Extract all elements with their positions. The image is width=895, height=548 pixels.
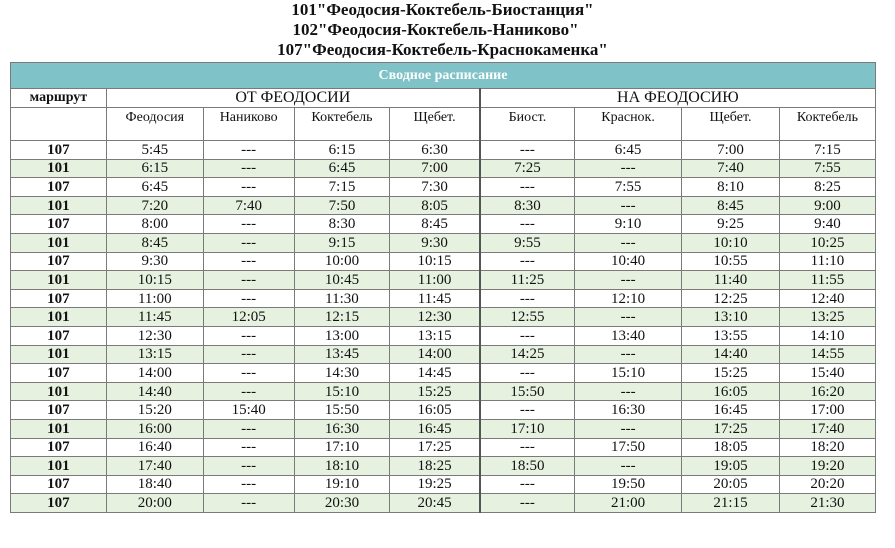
- route-number: 107: [11, 401, 107, 420]
- route-column-header: маршрут: [11, 89, 107, 108]
- route-number: 107: [11, 178, 107, 197]
- departure-time: ---: [575, 159, 682, 178]
- departure-time: 7:30: [390, 178, 480, 197]
- departure-time: ---: [575, 196, 682, 215]
- departure-time: 13:45: [294, 345, 390, 364]
- departure-time: 9:40: [779, 215, 875, 234]
- departure-time: 14:25: [480, 345, 575, 364]
- departure-time: ---: [575, 419, 682, 438]
- departure-time: ---: [575, 345, 682, 364]
- departure-time: 21:15: [682, 494, 780, 513]
- departure-time: 5:45: [106, 141, 203, 160]
- departure-time: ---: [480, 364, 575, 383]
- departure-time: 6:30: [390, 141, 480, 160]
- stop-header: Коктебель: [779, 108, 875, 141]
- departure-time: ---: [203, 215, 294, 234]
- route-number: 107: [11, 289, 107, 308]
- departure-time: 15:40: [203, 401, 294, 420]
- route-number: 107: [11, 438, 107, 457]
- departure-time: 11:00: [106, 289, 203, 308]
- departure-time: 11:10: [779, 252, 875, 271]
- departure-time: 6:45: [575, 141, 682, 160]
- departure-time: 18:40: [106, 475, 203, 494]
- departure-time: 11:25: [480, 271, 575, 290]
- direction-from-feodosia: ОТ ФЕОДОСИИ: [106, 89, 479, 108]
- stop-header: Щебет.: [682, 108, 780, 141]
- departure-time: 9:25: [682, 215, 780, 234]
- departure-time: 15:25: [390, 382, 480, 401]
- departure-time: ---: [480, 401, 575, 420]
- departure-time: 13:00: [294, 326, 390, 345]
- departure-time: ---: [203, 252, 294, 271]
- departure-time: ---: [480, 494, 575, 513]
- departure-time: 12:55: [480, 308, 575, 327]
- route-number: 107: [11, 141, 107, 160]
- departure-time: 11:45: [390, 289, 480, 308]
- departure-time: 21:30: [779, 494, 875, 513]
- table-row: [11, 233, 876, 252]
- table-row: [11, 475, 876, 494]
- departure-time: 17:00: [779, 401, 875, 420]
- departure-time: ---: [203, 326, 294, 345]
- departure-time: 8:00: [106, 215, 203, 234]
- departure-time: 7:00: [682, 141, 780, 160]
- departure-time: ---: [203, 364, 294, 383]
- departure-time: 14:00: [106, 364, 203, 383]
- departure-time: ---: [480, 475, 575, 494]
- departure-time: ---: [203, 438, 294, 457]
- departure-time: 8:30: [294, 215, 390, 234]
- route-number: 101: [11, 308, 107, 327]
- departure-time: 8:45: [106, 233, 203, 252]
- departure-time: 16:45: [682, 401, 780, 420]
- departure-time: 18:25: [390, 457, 480, 476]
- departure-time: 8:05: [390, 196, 480, 215]
- table-row: [11, 382, 876, 401]
- departure-time: 18:20: [779, 438, 875, 457]
- route-title-101: 101"Феодосия-Коктебель-Биостанция": [291, 0, 594, 19]
- departure-time: 10:10: [682, 233, 780, 252]
- departure-time: ---: [203, 141, 294, 160]
- departure-time: 9:10: [575, 215, 682, 234]
- departure-time: 13:15: [106, 345, 203, 364]
- departure-time: 13:15: [390, 326, 480, 345]
- table-row: [11, 308, 876, 327]
- departure-time: 6:45: [106, 178, 203, 197]
- departure-time: ---: [575, 457, 682, 476]
- departure-time: ---: [203, 457, 294, 476]
- departure-time: ---: [575, 382, 682, 401]
- departure-time: ---: [203, 382, 294, 401]
- departure-time: 7:00: [390, 159, 480, 178]
- departure-time: 7:40: [203, 196, 294, 215]
- departure-time: 11:45: [106, 308, 203, 327]
- departure-time: 7:40: [682, 159, 780, 178]
- table-row: [11, 438, 876, 457]
- route-number: 101: [11, 419, 107, 438]
- departure-time: 13:40: [575, 326, 682, 345]
- departure-time: 7:50: [294, 196, 390, 215]
- departure-time: ---: [203, 159, 294, 178]
- departure-time: 10:00: [294, 252, 390, 271]
- departure-time: 16:30: [294, 419, 390, 438]
- departure-time: 10:25: [779, 233, 875, 252]
- departure-time: 7:15: [294, 178, 390, 197]
- departure-time: ---: [480, 215, 575, 234]
- departure-time: ---: [480, 178, 575, 197]
- departure-time: ---: [203, 271, 294, 290]
- departure-time: ---: [203, 289, 294, 308]
- table-row: [11, 159, 876, 178]
- departure-time: 15:50: [480, 382, 575, 401]
- departure-time: 20:20: [779, 475, 875, 494]
- departure-time: 13:25: [779, 308, 875, 327]
- table-row: [11, 289, 876, 308]
- stop-header: Биост.: [480, 108, 575, 141]
- departure-time: 14:00: [390, 345, 480, 364]
- table-row: [11, 345, 876, 364]
- departure-time: 16:30: [575, 401, 682, 420]
- departure-time: 13:10: [682, 308, 780, 327]
- departure-time: 19:25: [390, 475, 480, 494]
- departure-time: 7:55: [575, 178, 682, 197]
- departure-time: 14:55: [779, 345, 875, 364]
- route-number: 101: [11, 271, 107, 290]
- departure-time: 20:45: [390, 494, 480, 513]
- departure-time: 7:25: [480, 159, 575, 178]
- departure-time: 17:10: [480, 419, 575, 438]
- departure-time: 12:10: [575, 289, 682, 308]
- stop-header: Наниково: [203, 108, 294, 141]
- departure-time: 18:10: [294, 457, 390, 476]
- departure-time: ---: [480, 438, 575, 457]
- departure-time: 15:40: [779, 364, 875, 383]
- departure-time: 19:50: [575, 475, 682, 494]
- table-row: [11, 364, 876, 383]
- departure-time: 8:10: [682, 178, 780, 197]
- departure-time: 10:15: [106, 271, 203, 290]
- route-number: 101: [11, 345, 107, 364]
- departure-time: ---: [480, 326, 575, 345]
- departure-time: ---: [575, 233, 682, 252]
- departure-time: 18:05: [682, 438, 780, 457]
- departure-time: 11:30: [294, 289, 390, 308]
- table-row: [11, 271, 876, 290]
- departure-time: 11:00: [390, 271, 480, 290]
- route-number: 101: [11, 233, 107, 252]
- departure-time: 16:00: [106, 419, 203, 438]
- departure-time: 12:15: [294, 308, 390, 327]
- departure-time: 16:45: [390, 419, 480, 438]
- departure-time: 10:15: [390, 252, 480, 271]
- departure-time: 21:00: [575, 494, 682, 513]
- departure-time: ---: [480, 289, 575, 308]
- stop-header: Щебет.: [390, 108, 480, 141]
- table-row: [11, 141, 876, 160]
- departure-time: 15:20: [106, 401, 203, 420]
- departure-time: 14:30: [294, 364, 390, 383]
- departure-time: 14:45: [390, 364, 480, 383]
- departure-time: 19:05: [682, 457, 780, 476]
- timetable: [10, 62, 876, 513]
- departure-time: 15:25: [682, 364, 780, 383]
- departure-time: ---: [203, 494, 294, 513]
- departure-time: 14:10: [779, 326, 875, 345]
- table-row: [11, 215, 876, 234]
- route-title-102: 102"Феодосия-Коктебель-Наниково": [292, 20, 579, 39]
- table-row: [11, 419, 876, 438]
- route-number: 101: [11, 159, 107, 178]
- departure-time: 20:30: [294, 494, 390, 513]
- departure-time: 6:15: [294, 141, 390, 160]
- departure-time: 12:40: [779, 289, 875, 308]
- departure-time: 6:45: [294, 159, 390, 178]
- departure-time: 19:20: [779, 457, 875, 476]
- departure-time: 8:25: [779, 178, 875, 197]
- departure-time: 7:20: [106, 196, 203, 215]
- departure-time: 9:00: [779, 196, 875, 215]
- departure-time: 15:50: [294, 401, 390, 420]
- route-number: 107: [11, 326, 107, 345]
- schedule-titles: [0, 0, 895, 62]
- stop-header-empty: [11, 108, 107, 141]
- departure-time: 12:25: [682, 289, 780, 308]
- table-row: [11, 326, 876, 345]
- departure-time: 8:45: [682, 196, 780, 215]
- departure-time: 18:50: [480, 457, 575, 476]
- departure-time: 8:45: [390, 215, 480, 234]
- route-number: 107: [11, 494, 107, 513]
- departure-time: 16:40: [106, 438, 203, 457]
- departure-time: 12:05: [203, 308, 294, 327]
- route-title-107: 107"Феодосия-Коктебель-Краснокаменка": [277, 40, 608, 59]
- departure-time: 20:05: [682, 475, 780, 494]
- departure-time: 15:10: [575, 364, 682, 383]
- departure-time: 14:40: [682, 345, 780, 364]
- departure-time: 11:40: [682, 271, 780, 290]
- departure-time: 8:30: [480, 196, 575, 215]
- departure-time: 12:30: [390, 308, 480, 327]
- departure-time: 16:05: [390, 401, 480, 420]
- departure-time: 10:45: [294, 271, 390, 290]
- route-number: 101: [11, 196, 107, 215]
- departure-time: ---: [575, 308, 682, 327]
- table-row: [11, 457, 876, 476]
- departure-time: ---: [203, 475, 294, 494]
- departure-time: ---: [480, 252, 575, 271]
- departure-time: 11:55: [779, 271, 875, 290]
- departure-time: 17:40: [779, 419, 875, 438]
- route-number: 101: [11, 382, 107, 401]
- departure-time: ---: [480, 141, 575, 160]
- departure-time: ---: [203, 233, 294, 252]
- departure-time: 20:00: [106, 494, 203, 513]
- departure-time: 9:55: [480, 233, 575, 252]
- stop-header: Коктебель: [294, 108, 390, 141]
- route-number: 101: [11, 457, 107, 476]
- table-row: [11, 401, 876, 420]
- departure-time: 13:55: [682, 326, 780, 345]
- departure-time: 10:55: [682, 252, 780, 271]
- departure-time: 17:40: [106, 457, 203, 476]
- route-number: 107: [11, 252, 107, 271]
- table-row: [11, 494, 876, 513]
- departure-time: 9:30: [390, 233, 480, 252]
- departure-time: 17:50: [575, 438, 682, 457]
- departure-time: 7:55: [779, 159, 875, 178]
- stop-header: Феодосия: [106, 108, 203, 141]
- departure-time: 17:25: [390, 438, 480, 457]
- departure-time: 14:40: [106, 382, 203, 401]
- stop-header: Краснок.: [575, 108, 682, 141]
- departure-time: 17:10: [294, 438, 390, 457]
- table-row: [11, 252, 876, 271]
- direction-to-feodosia: НА ФЕОДОСИЮ: [480, 89, 876, 108]
- departure-time: ---: [203, 419, 294, 438]
- departure-time: 15:10: [294, 382, 390, 401]
- table-row: [11, 178, 876, 197]
- route-number: 107: [11, 364, 107, 383]
- departure-time: 12:30: [106, 326, 203, 345]
- route-number: 107: [11, 475, 107, 494]
- departure-time: 16:20: [779, 382, 875, 401]
- departure-time: 9:15: [294, 233, 390, 252]
- departure-time: ---: [203, 178, 294, 197]
- departure-time: 9:30: [106, 252, 203, 271]
- route-number: 107: [11, 215, 107, 234]
- banner-summary-schedule: Сводное расписание: [11, 63, 876, 89]
- departure-time: 16:05: [682, 382, 780, 401]
- departure-time: 7:15: [779, 141, 875, 160]
- departure-time: 10:40: [575, 252, 682, 271]
- table-row: [11, 196, 876, 215]
- departure-time: 6:15: [106, 159, 203, 178]
- departure-time: 19:10: [294, 475, 390, 494]
- departure-time: ---: [575, 271, 682, 290]
- departure-time: 17:25: [682, 419, 780, 438]
- departure-time: ---: [203, 345, 294, 364]
